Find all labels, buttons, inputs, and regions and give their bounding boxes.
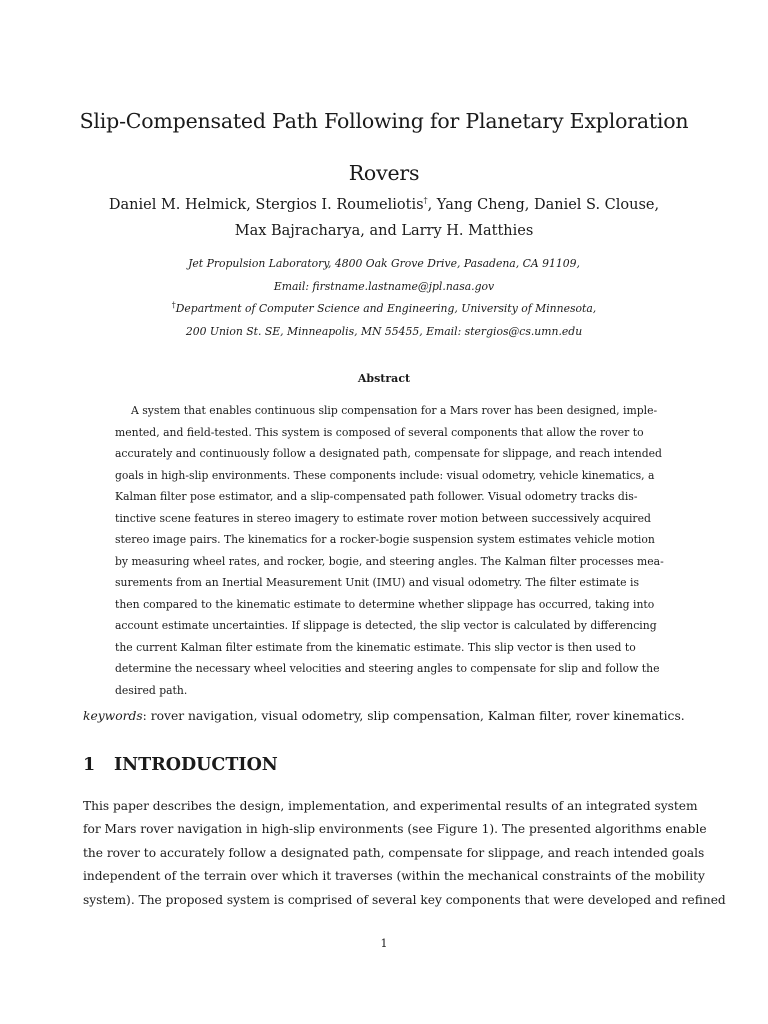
keywords-label: keywords <box>83 709 143 723</box>
title-line-1: Slip-Compensated Path Following for Planetary Exploration <box>79 109 689 133</box>
intro-paragraph <box>83 795 726 912</box>
abstract-heading: Abstract <box>357 372 411 385</box>
section-number: 1 <box>83 755 96 775</box>
abstract-line: accurately and continuously follow a designated path, compensate for slippage, and reach intended <box>115 447 662 460</box>
dagger-mark: † <box>423 196 428 206</box>
page-number: 1 <box>380 937 388 950</box>
affiliation-line-3-text: Department of Computer Science and Engineering, University of Minnesota, <box>175 302 597 315</box>
body-line: This paper describes the design, implementation, and experimental results of an integrated system <box>83 799 698 813</box>
paper-title <box>60 95 708 199</box>
abstract-line: desired path. <box>115 683 188 697</box>
author-line-1 <box>60 192 708 218</box>
abstract-line: surements from an Inertial Measurement Unit (IMU) and visual odometry. The filter estimate is <box>115 576 639 589</box>
body-line: system). The proposed system is comprised of several key components that were developed and refined <box>83 892 726 907</box>
abstract-line: Kalman filter pose estimator, and a slip-compensated path follower. Visual odometry tracks dis- <box>115 490 638 503</box>
abstract-line: determine the necessary wheel velocities and steering angles to compensate for slip and follow the <box>115 662 660 675</box>
affiliation-line-2: Email: firstname.lastname@jpl.nasa.gov <box>273 279 495 293</box>
body-line: the rover to accurately follow a designated path, compensate for slippage, and reach intended goals <box>83 845 705 860</box>
author-names-b: , Yang Cheng, Daniel S. Clouse, <box>427 197 660 213</box>
body-line: for Mars rover navigation in high-slip environments (see Figure 1). The presented algorithms enable <box>83 822 707 837</box>
section-title: INTRODUCTION <box>114 755 278 775</box>
abstract-line: stereo image pairs. The kinematics for a rocker-bogie suspension system estimates vehicle motion <box>115 533 655 546</box>
abstract-line: mented, and field-tested. This system is composed of several components that allow the rover to <box>115 425 644 439</box>
affiliations <box>60 253 708 343</box>
author-names-a: Daniel M. Helmick, Stergios I. Roumeliotis <box>108 197 424 213</box>
abstract-line: A system that enables continuous slip compensation for a Mars rover has been designed, imple- <box>131 404 658 417</box>
abstract-line: account estimate uncertainties. If slippage is detected, the slip vector is calculated by differencing <box>115 619 657 632</box>
section-heading <box>83 755 278 775</box>
abstract-line: tinctive scene features in stereo imagery to estimate rover motion between successively acquired <box>115 511 651 525</box>
author-list <box>60 192 708 244</box>
affiliation-line-3 <box>60 298 708 321</box>
keywords-line <box>83 706 703 726</box>
body-line: independent of the terrain over which it traverses (within the mechanical constraints of the mobility <box>83 869 705 884</box>
abstract-line: the current Kalman filter estimate from the kinematic estimate. This slip vector is then used to <box>115 640 636 654</box>
abstract-line: then compared to the kinematic estimate to determine whether slippage has occurred, taking into <box>115 597 655 611</box>
affiliation-line-1: Jet Propulsion Laboratory, 4800 Oak Grove Drive, Pasadena, CA 91109, <box>188 257 580 270</box>
author-line-2: Max Bajracharya, and Larry H. Matthies <box>234 223 534 239</box>
affiliation-line-4: 200 Union St. SE, Minneapolis, MN 55455, Email: stergios@cs.umn.edu <box>185 324 583 338</box>
dagger-mark: † <box>171 300 176 310</box>
abstract-body <box>115 400 664 701</box>
title-line-2: Rovers <box>348 161 420 185</box>
keywords-text: : rover navigation, visual odometry, slip compensation, Kalman filter, rover kinematics. <box>142 709 685 723</box>
abstract-line: by measuring wheel rates, and rocker, bogie, and steering angles. The Kalman filter processes mea- <box>115 554 664 568</box>
abstract-line: goals in high-slip environments. These components include: visual odometry, vehicle kinematics, a <box>115 468 655 482</box>
